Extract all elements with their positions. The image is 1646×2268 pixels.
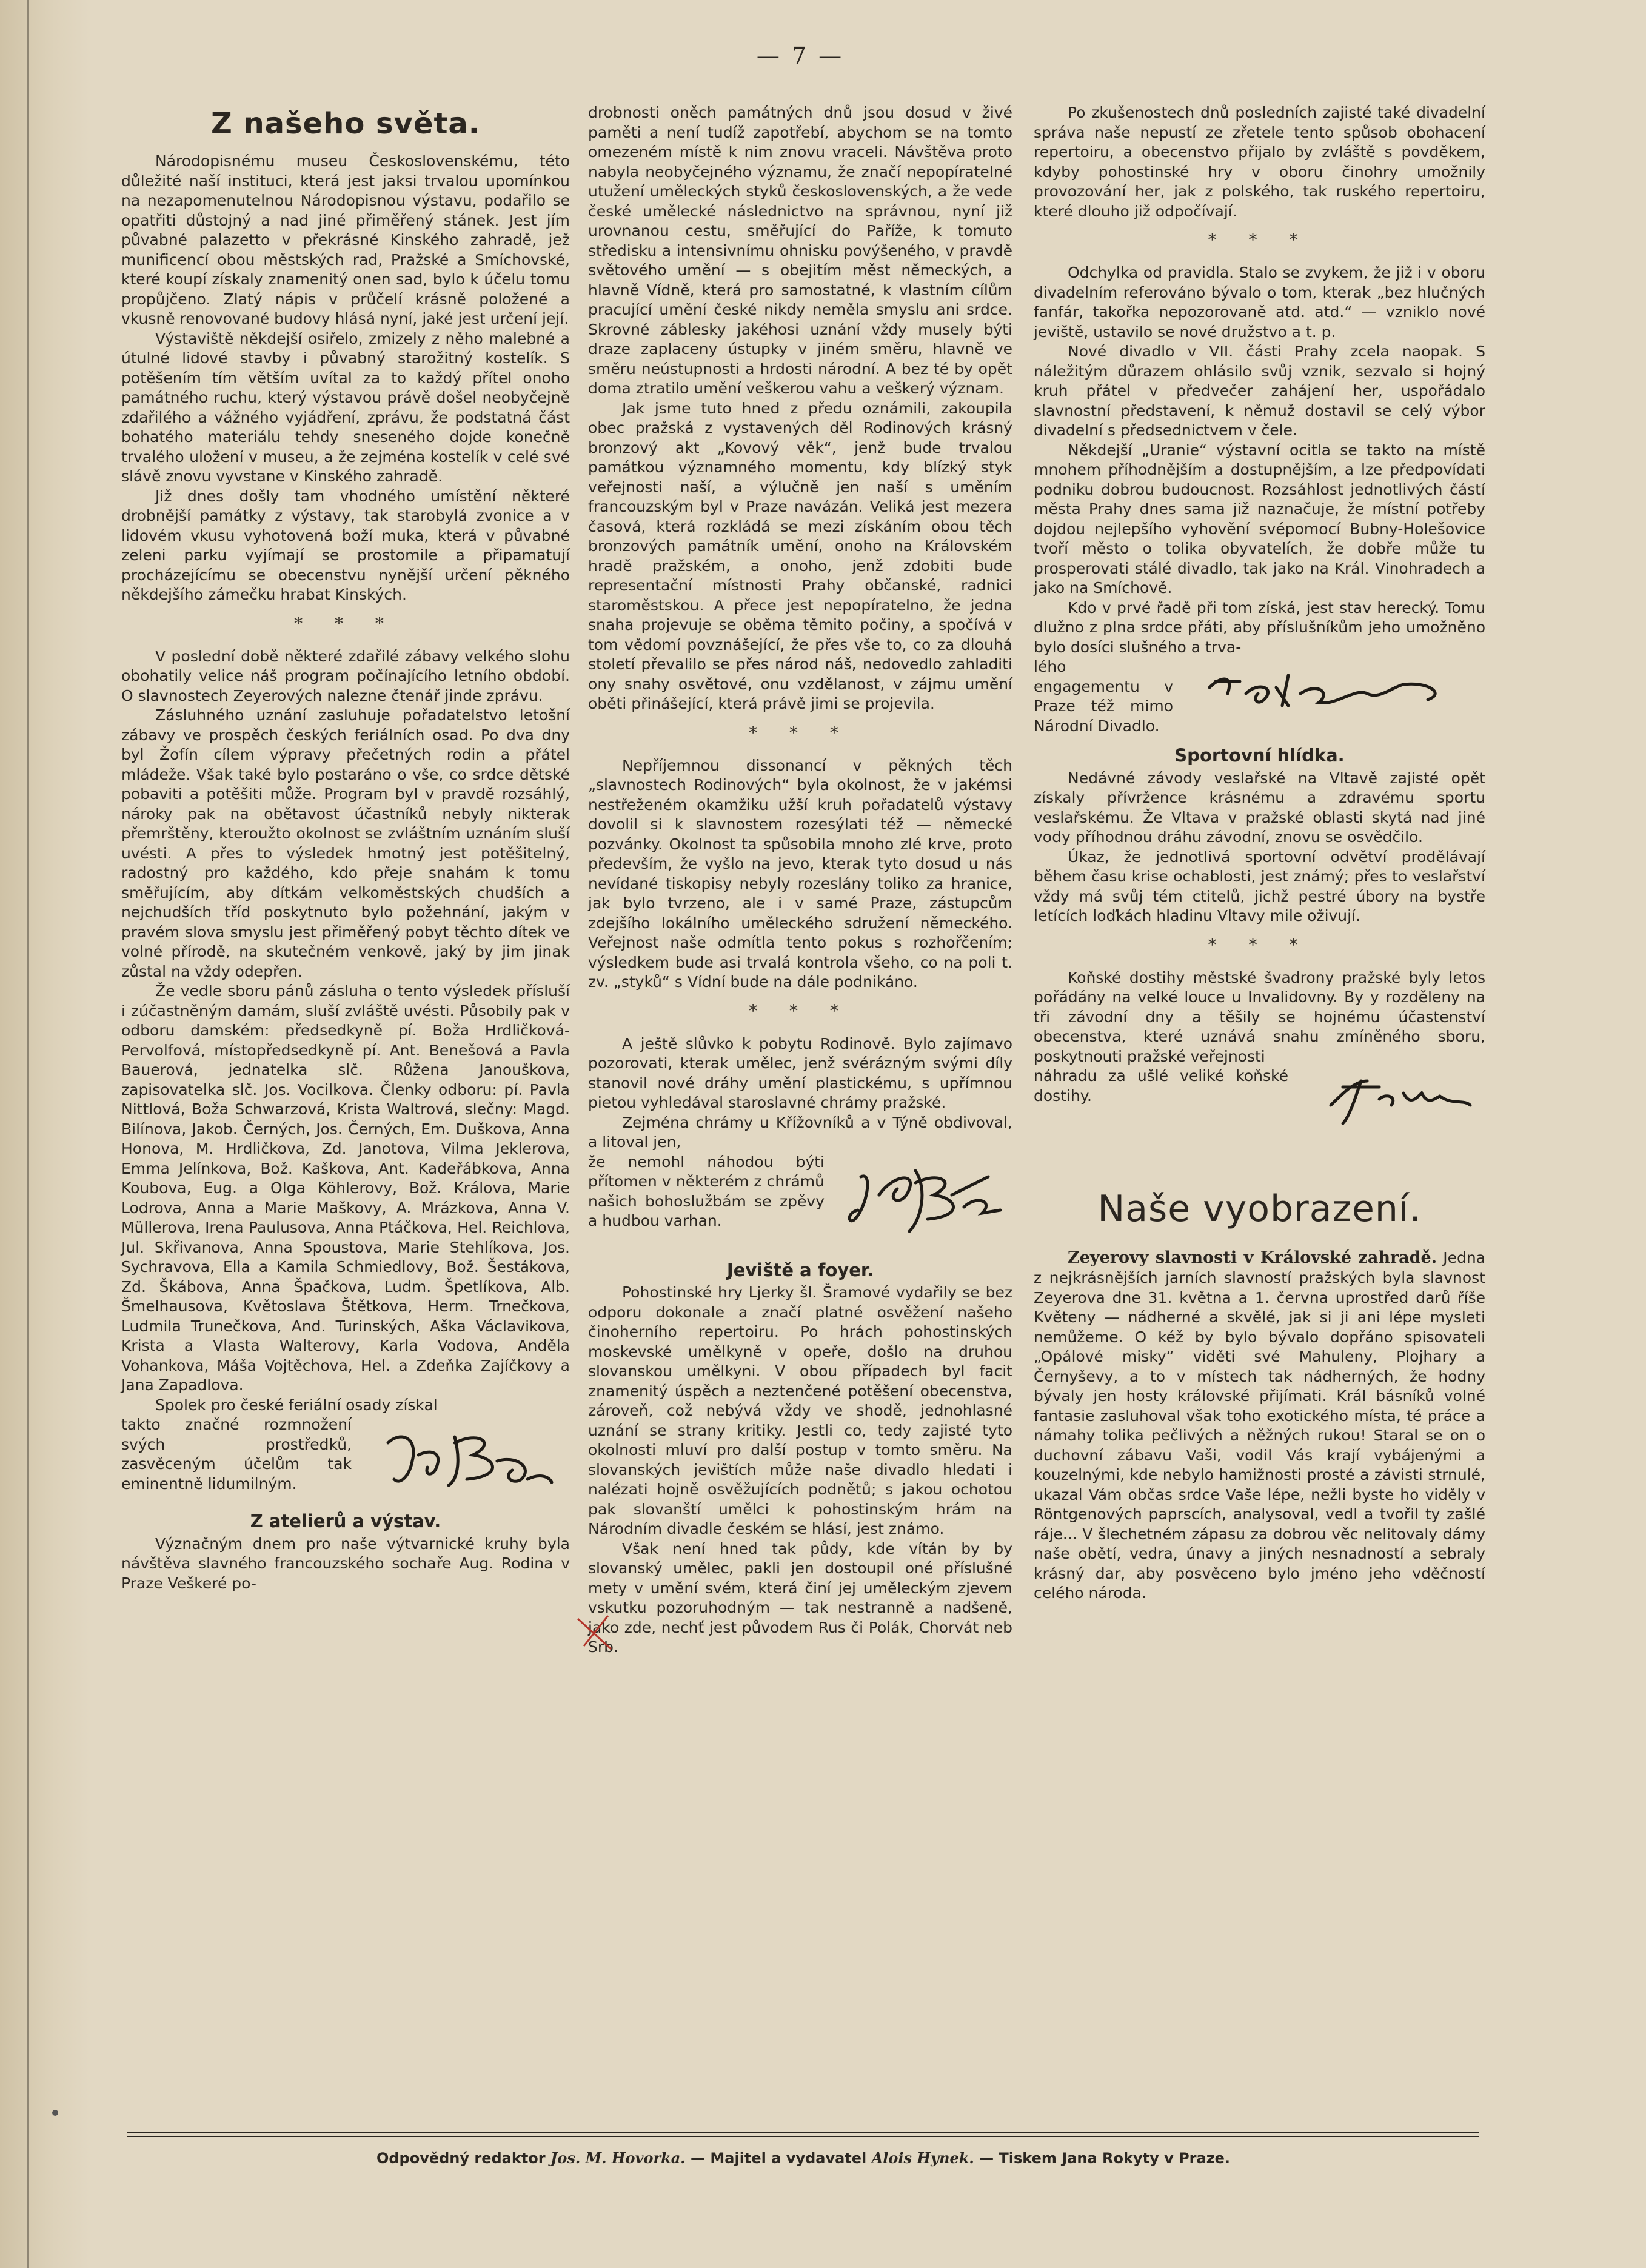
- section-divider-stars: * * *: [294, 613, 397, 634]
- paragraph: Zásluhného uznání zasluhuje pořadatelstvo letošní zábavy ve prospěch českých feriálních osad. Po dva dny byl Žofín cílem výpravy přečetných rodin a přátel mládeže. Však také bylo postaráno o vše, co srdce dětské pobaviti a potěšiti může. Program byl v pravdě rozsáhlý, nároky pak na obětavost účastníků nebyly nikterak přemrštěny, kteroužto okolnost se zvláštním uznáním sluší uvésti. A přes to výsledek hmotný jest potěšitelný, radostný pro každého, kdo přeje snahám k tomu směřujícím, aby dítkám velkoměstských chudších a nejchudších tříd poskytnuto bylo požehnání, jakým v pravém slova smyslu jest přiměřený pobyt těchto dítek ve volné přírodě, na skutečném venkově, jaký by jim jinak zůstal na vždy odepřen.: [121, 706, 570, 980]
- column-1: [121, 103, 570, 1593]
- imprint-footer: [121, 2149, 1485, 2167]
- section-divider-stars: * * *: [1208, 934, 1311, 955]
- ink-spot: [52, 2110, 58, 2116]
- section-divider-stars: * * *: [749, 1000, 852, 1021]
- svg-text:Amateur: Amateur: [1391, 1126, 1394, 1128]
- paragraph: [1034, 1247, 1485, 1604]
- paragraph: Nedávné závody veslařské na Vltavě zajisté opět získaly přívržence krásnému a zdravému sportu veslařskému. Že Vltava v pražské oblasti skytá nad jiné vody příhodnou dráhu závodní, znovu se osvědčilo.: [1034, 769, 1485, 846]
- paragraph: Národopisnému museu Československému, této důležité naší instituci, která jest jaksi trvalou upomínkou na nezapomenutelnou Národopisnou výstavu, podařilo se opatřiti důstojný a nad jiné přiměřený stánek. Jest jím půvabné palazetto v překrásné Kinského zahradě, jež munificencí obou městských rad, Pražské a Smíchovské, které koupí získaly znamenitý onen sad, bylo k účelu tomu propůjčeno. Zlatý nápis v průčelí krásně položené a vkusně renovované budovy hlásá nyní, jaké jest určení její.: [121, 152, 570, 327]
- paragraph: takto značné rozmnožení svých prostředků, zasvěceným účelům tak eminentně lidumilným.: [121, 1416, 352, 1493]
- paragraph: Odchylka od pravidla. Stalo se zvykem, že již i v oboru divadelním referováno bývalo o tom, kterak „bez hlučných fanfár, takořka nepozorovaně atd. atd.“ — vzniklo nové jeviště, ustavilo se nové družstvo a t. p.: [1034, 264, 1485, 341]
- paragraph: V poslední době některé zdařilé zábavy velkého slohu obohatily velice náš program počínajícího letního období. O slavnostech Zeyerových nalezne čtenář jinde zprávu.: [121, 647, 570, 704]
- red-pencil-mark: [575, 1613, 617, 1655]
- paragraph: Výstaviště někdejší osiřelo, zmizely z něho malebné a útulné lidové stavby i půvabný starožitný kostelík. S potěšením tím větším uvítal za to každý přítel onoho památného ruchu, který výstavou právě došel neobyčejně zdařilého a vážného vyjádření, zprávu, že podstatná část bohatého materiálu tehdy sneseného dojde konečně trvalého uložení v museu, a že zejména kostelík v celé své slávě znovu vyvstane v Kinského zahradě.: [121, 329, 570, 485]
- signature-block: [588, 1152, 1012, 1253]
- footer-mid: — Majitel a vydavatel: [691, 2150, 867, 2167]
- page-number: — 7 —: [756, 42, 845, 69]
- paragraph: Nepříjemnou dissonancí v pěkných těch „slavnostech Rodinových“ byla okolnost, že v jakémsi nestřeženém okamžiku užší kruh pořadatelů výstavy dovolil si k slavnostem rozesýlati též — německé pozvánky. Okolnost ta spůsobila mnoho zlé krve, proto především, že vyšlo na jevo, kterak tyto dosud u nás nevídané tiskopisy nebyly rozeslány toliko za hranice, jak bylo tvrzeno, ale i v samé Praze, zástupcům zdejšího lokálního uměleckého sdružení německého. Veřejnost naše odmítla tento pokus s rozhořčením; výsledkem bude asi trvalá kontrola všeho, co na poli t. zv. „styků“ s Vídní bude na dále podnikáno.: [588, 756, 1012, 991]
- section-divider-stars: * * *: [1208, 230, 1311, 250]
- paragraph: Někdejší „Uranie“ výstavní ocitla se takto na místě mnohem příhodnějším a dostupnějším, a lze předpovídati podniku dobrou budoucnost. Rozsáhlost jednotlivých částí města Prahy dnes sama již naznačuje, že místní potřeby dojdou nejlepšího vyhovění svépomocí Bubny-Holešovice tvoří město o tolika obyvatelích, že dobře může tu prosperovati stálé divadlo, tak jako na Král. Vinohradech a jako na Smíchově.: [1034, 441, 1485, 597]
- paragraph: že nemohl náhodou býti přítomen v některém z chrámů našich bohoslužbám se zpěvy a hudbou varhan.: [588, 1152, 825, 1229]
- section-title-ateliery: Z atelierů a výstav.: [250, 1511, 441, 1531]
- footer-rule: [127, 2132, 1479, 2133]
- paragraph: Nové divadlo v VII. části Prahy zcela naopak. S náležitým důrazem ohlásilo svůj vznik, sezvalo si hojný kruh přátel v předvečer zahájení her, uspořádalo slavnostní představení, k němuž dostavil se celý výbor divadelní s předsednictvem v čele.: [1034, 343, 1485, 439]
- handwritten-signature: [1197, 651, 1452, 724]
- svg-text:Jos. Bor: Jos. Bor: [467, 1494, 469, 1495]
- paragraph: lého engagementu v Praze též mimo Národní Divadlo.: [1034, 658, 1173, 735]
- paragraph: Pohostinské hry Ljerky šl. Šramové vydařily se bez odporu dokonale a značí platné osvěžení našeho činoherního repertoiru. Po hrách pohostinských moskevské umělkyně v opeře, došlo na druhou slovanskou umělkyni. V obou případech byl facit znamenitý úspěch a neztenčené potěšení obecenstva, zároveň, což nebývá vždy ve shodě, jednohlasné uznání se strany kritiky. Jestli co, tedy zajisté tyto okolnosti mluví pro další postup v tomto směru. Na slovanských jevištích může naše divadlo hledati i nalézati hojně osvěžujících podnětů; s jakou ochotou pak slovanští umělci k pohostinským hrám na Národním divadle českém se hlásí, jest známo.: [588, 1283, 1012, 1538]
- paragraph: Však není hned tak půdy, kde vítán by by slovanský umělec, pakli jen dostoupil oné příslušné mety v umění svém, která činí jej uměleckým zjevem vskutku pozoruhodným — tak nestranně a nadšeně, jako zde, nechť jest původem Rus či Polák, Chorvát neb Srb.: [588, 1539, 1012, 1656]
- handwritten-signature: [376, 1419, 558, 1497]
- section-title-vyobrazeni: Naše vyobrazení.: [1097, 1188, 1422, 1231]
- section-title-sportovni: Sportovní hlídka.: [1174, 745, 1345, 766]
- paragraph-body: Jedna z nejkrásnějších jarních slavností pražských byla slavnost Zeyerova dne 31. května a 1. června uprostřed darů říše Květeny — nádherné a skvělé, jak si ji ani lépe mysleti nemůžeme. O kéž by bylo bývalo dopřáno spisovateli „Opálové misky“ viděti své Mahuleny, Plojhary a Černyševy, a to v místech tak nádherných, že hodny bývaly jen hosty královské přijímati. Král básníků volné fantasie zasluhoval však toho exotického místa, té práce a námahy tolika pečlivých a něžných rukou! Staral se on o duchovní zábavu Vaši, vodil Vás krají vybájenými a kouzelnými, kde nebylo hamižnosti prosté a závisti strnulé, ukazal Vám občas srdce Vaše lépe, nežli byste ho viděly v Röntgenových paprscích, analysoval, vedl a tvořil ty zašlé ráje... V šlechetném zápasu za dobrou věc nelitovaly dámy naše obětí, vedra, únavy a jiných nesnadností a sebraly krásný dar, aby posvěceno bylo jméno jeho vděčností celého národa.: [1034, 1249, 1485, 1602]
- paragraph: Kdo v prvé řadě při tom získá, jest stav herecký. Tomu dlužno z plna srdce přáti, aby příslušníkům jeho umožněno bylo dosíci slušného a trva-: [1034, 598, 1485, 656]
- signature-block: [1034, 657, 1485, 739]
- paragraph: Úkaz, že jednotlivá sportovní odvětví prodělávají během času krise ochablosti, jest známý; přes to veslařství vždy má svůj tém ctitelů, jichž pestré úbory na bystře letících loďkách hladinu Vltavy mile oživují.: [1034, 848, 1485, 925]
- page-gutter: [0, 0, 91, 2268]
- section-title-nas-svet: Z našeho světa.: [210, 107, 481, 141]
- section-divider-stars: * * *: [749, 722, 852, 743]
- paragraph: Spolek pro české feriální osady získal: [155, 1396, 438, 1414]
- svg-text:Jan Ratek: Jan Ratek: [922, 1240, 925, 1241]
- footer-rule-thin: [127, 2136, 1479, 2137]
- paragraph: Již dnes došly tam vhodného umístění některé drobnější památky z výstavy, tak starobylá zvonice a v lidovém vkusu vyhotovená boží muka, která v půvabné zeleni parku vyjímají se prostomile a připamatují procházejícímu se obecenstvu nynější určení pěkného někdejšího zámečku hrabat Kinských.: [121, 487, 570, 603]
- signature-block: [121, 1415, 570, 1506]
- column-3: [1034, 103, 1485, 1604]
- paragraph: A ještě slůvko k pobytu Rodinově. Bylo zajímavo pozorovati, kterak umělec, jenž svérázným svými díly stanovil nové dráhy umění plastickému, s upřímnou pietou vyhledával staroslavné chrámy pražské.: [588, 1034, 1012, 1111]
- paragraph: drobnosti oněch památných dnů jsou dosud v živé paměti a není tudíž zapotřebí, abychom se na tomto omezeném místě k nim znovu vraceli. Návštěva proto nabyla neobyčejného významu, že značí nepopíratelné utužení uměleckých styků československých, a že vede české umělecké následnictvo na správnou, nyní již urovnanou cestu, směřující do Paříže, k tomuto středisku a intensivnímu ohnisku povýšeného, v pravdě světového umění — s obejitím měst německých, a hlavně Vídně, která pro samostatné, k vlastním cílům pracující umění české nikdy neměla smyslu ani srdce. Skrovné záblesky jakéhosi uznání vždy musely býti draze zaplaceny ústupky v jiném směru, hlavně ve směru neústupnosti a hrdosti národní. A bez té by opět doma ztratilo umění veškerou vahu a veškerý význam.: [588, 104, 1012, 397]
- handwritten-signature: [843, 1152, 1006, 1243]
- paragraph: Jak jsme tuto hned z předu oznámili, zakoupila obec pražská z vystavených děl Rodinových krásný bronzový akt „Kovový věk“, jenž bude trvalou památkou významného momentu, kdy blízký styk veřejnosti naší, a výlučně jen naší s uměním francouzským byl v Praze navázán. Veliká jest mezera časová, která rozkládá se mezi získáním obou těch bronzových památník umění, onoho na Královském hradě pražském, a onoho, jenž zdobiti bude representační místnosti Prahy občanské, radnici staroměstskou. A přece jest nepopíratelno, že jedna snaha projevuje se oběma těmito počiny, a spočívá v tom vědomí povznášející, že přes vše to, co za dlouhá století převalilo se přes národ náš, nedovedlo zahladiti ony snahy osvětové, onu vzdělanost, v zájmu umění oběti přinášející, která právě jimi se projevila.: [588, 399, 1012, 712]
- footer-prefix: Odpovědný redaktor: [376, 2150, 546, 2167]
- column-2: [588, 103, 1012, 1658]
- handwritten-signature: [1319, 1063, 1476, 1129]
- gutter-line: [27, 0, 29, 2268]
- footer-editor: Jos. M. Hovorka.: [550, 2149, 686, 2167]
- footer-publisher: Alois Hynek.: [871, 2149, 974, 2167]
- paragraph-heading: Zeyerovy slavnosti v Královské zahradě.: [1068, 1248, 1437, 1268]
- section-title-jeviste: Jeviště a foyer.: [726, 1259, 874, 1280]
- paragraph: náhradu za ušlé veliké koňské dostihy.: [1034, 1067, 1288, 1105]
- paragraph: Zejména chrámy u Křížovníků a v Týně obdivoval, a litoval jen,: [588, 1113, 1012, 1151]
- paragraph: Po zkušenostech dnů posledních zajisté také divadelní správa naše nepustí ze zřetele tento spůsob obohacení repertoiru, a obecenstvo přijalo by zvláště s povděkem, kdyby pohostinské hry v oboru činohry umožnily provozování her, jak z polského, tak ruského repertoiru, které dlouho již odpočívají.: [1034, 104, 1485, 220]
- footer-suffix: — Tiskem Jana Rokyty v Praze.: [979, 2150, 1231, 2167]
- paragraph: Koňské dostihy městské švadrony pražské byly letos pořádány na velké louce u Invalidovny. By y rozděleny na tři závodní dny a těšily se hojnému účastenství obecenstva, které uznává snahu zmíněného sboru, poskytnouti pražské veřejnosti: [1034, 968, 1485, 1065]
- paragraph: Že vedle sboru pánů zásluha o tento výsledek přísluší i zúčastněným damám, sluší zvláště uvésti. Působily pak v odboru damském: předsedkyně pí. Boža Hrdličková-Pervolfová, místopředsedkyně pí. Ant. Benešová a Pavla Bauerová, jednatelka slč. Růžena Janouškova, zapisovatelka slč. Jos. Vocilkova. Členky odboru: pí. Pavla Nittlová, Boža Schwarzová, Krista Waltrová, slečny: Magd. Bilínova, Jakob. Černých, Jos. Černých, Em. Duškova, Anna Honova, M. Hrdličkova, Zd. Janotova, Vilma Jeklerova, Emma Jelínkova, Bož. Kaškova, Ant. Kadeřábkova, Anna Koubova, Eug. a Olga Köhlerovy, Bož. Králova, Marie Lodrova, Anna a Marie Maškovy, A. Mrázkova, Anna V. Müllerova, Irena Paulusova, Anna Ptáčkova, Hel. Reichlova, Jul. Skřivanova, Anna Spoustova, Marie Stehlíkova, Jos. Sychravova, Ella a Kamila Schmiedlovy, Bož. Šestákova, Zd. Škábova, Anna Špačkova, Ludm. Špetlíkova, Alb. Šmelhausova, Květoslava Štětkova, Herm. Trnečkova, Ludmila Trunečkova, And. Turinských, Aška Václavikova, Krista a Vlasta Walterovy, Karla Vodova, Anděla Vohankova, Máša Vojtěchova, Hel. a Zdeňka Zajíčkovy a Jana Zapadlova.: [121, 982, 570, 1394]
- paragraph: Význačným dnem pro naše výtvarnické kruhy byla návštěva slavného francouzského sochaře Aug. Rodina v Praze Veškeré po-: [121, 1534, 570, 1592]
- signature-block: [1034, 1066, 1485, 1133]
